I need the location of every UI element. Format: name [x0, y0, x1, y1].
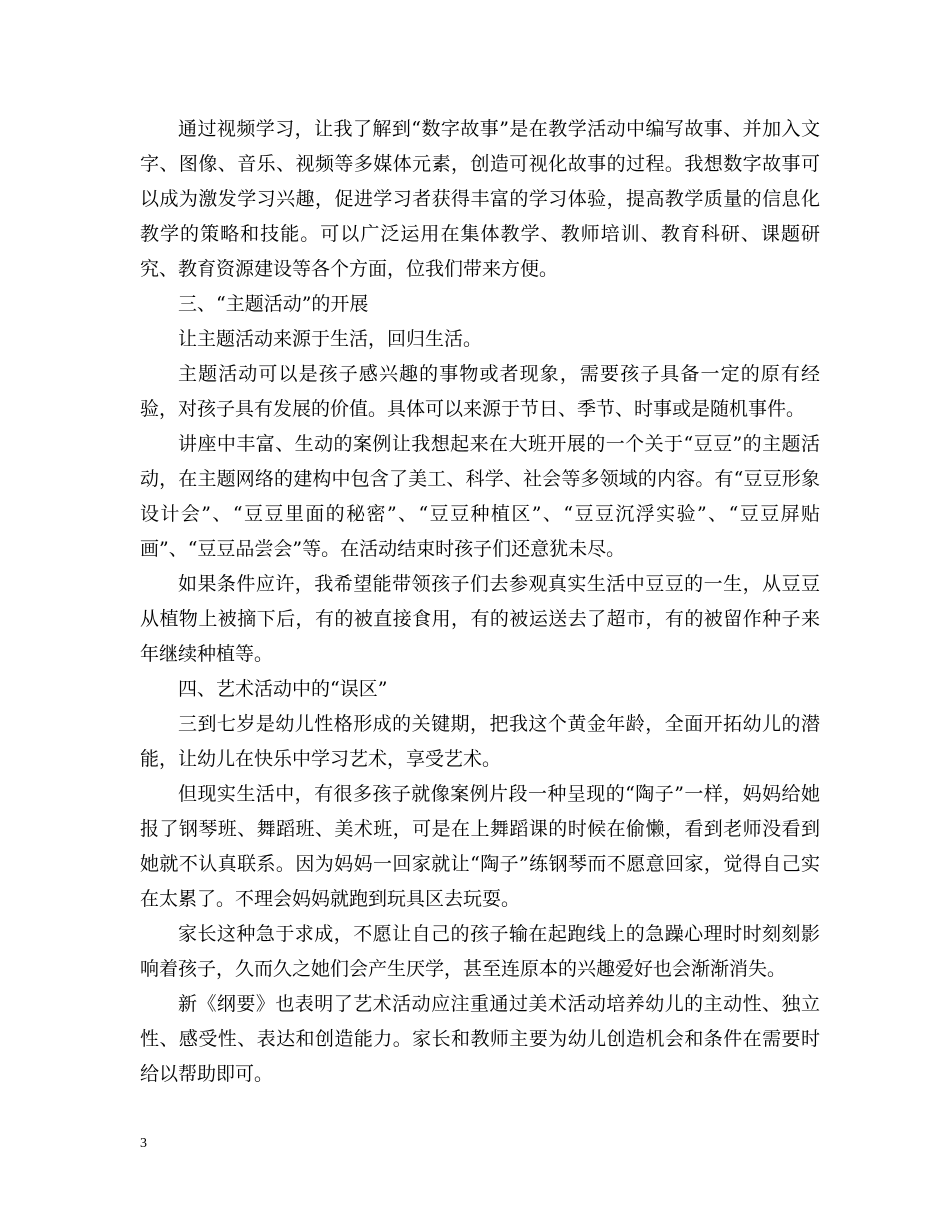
page-number: 3	[140, 1136, 147, 1151]
document-body	[140, 112, 820, 1092]
heading-theme-activity: 三、“主题活动”的开展	[178, 293, 369, 315]
paragraph-digital-story: 通过视频学习，让我了解到“数字故事”是在教学活动中编写故事、并加入文字、图像、音乐、视频等多媒体元素，创造可视化故事的过程。我想数字故事可以成为激发学习兴趣，促进学习者获得丰富的学习体验，提高教学质量的信息化教学的策略和技能。可以广泛运用在集体教学、教师培训、教育科研、课题研究、教育资源建设等各个方面，位我们带来方便。	[140, 118, 820, 280]
paragraph-bean-case: 讲座中丰富、生动的案例让我想起来在大班开展的一个关于“豆豆”的主题活动，在主题网络的建构中包含了美工、科学、社会等多领域的内容。有“豆豆形象设计会”、“豆豆里面的秘密”、“豆豆种植区”、“豆豆沉浮实验”、“豆豆屏贴画”、“豆豆品尝会”等。在活动结束时孩子们还意犹未尽。	[140, 433, 820, 560]
heading-art-misconception: 四、艺术活动中的“误区”	[178, 678, 388, 700]
paragraph-taozi-case: 但现实生活中，有很多孩子就像案例片段一种呈现的“陶子”一样，妈妈给她报了钢琴班、舞蹈班、美术班，可是在上舞蹈课的时候在偷懒，看到老师没看到她就不认真联系。因为妈妈一回家就让“陶子”练钢琴而不愿意回家，觉得自己实在太累了。不理会妈妈就跑到玩具区去玩耍。	[140, 783, 820, 910]
paragraph-guideline: 新《纲要》也表明了艺术活动应注重通过美术活动培养幼儿的主动性、独立性、感受性、表达和创造能力。家长和教师主要为幼儿创造机会和条件在需要时给以帮助即可。	[140, 993, 820, 1085]
paragraph-parent-anxiety: 家长这种急于求成，不愿让自己的孩子输在起跑线上的急躁心理时时刻刻影响着孩子，久而久之她们会产生厌学，甚至连原本的兴趣爱好也会渐渐消失。	[140, 923, 820, 980]
paragraph-key-period: 三到七岁是幼儿性格形成的关键期，把我这个黄金年龄，全面开拓幼儿的潜能，让幼儿在快乐中学习艺术，享受艺术。	[140, 713, 820, 770]
paragraph-bean-visit: 如果条件应许，我希望能带领孩子们去参观真实生活中豆豆的一生，从豆豆从植物上被摘下后，有的被直接食用，有的被运送去了超市，有的被留作种子来年继续种植等。	[140, 573, 820, 665]
paragraph-theme-source: 让主题活动来源于生活，回归生活。	[178, 328, 483, 350]
paragraph-theme-interest: 主题活动可以是孩子感兴趣的事物或者现象，需要孩子具备一定的原有经验，对孩子具有发展的价值。具体可以来源于节日、季节、时事或是随机事件。	[140, 363, 820, 420]
